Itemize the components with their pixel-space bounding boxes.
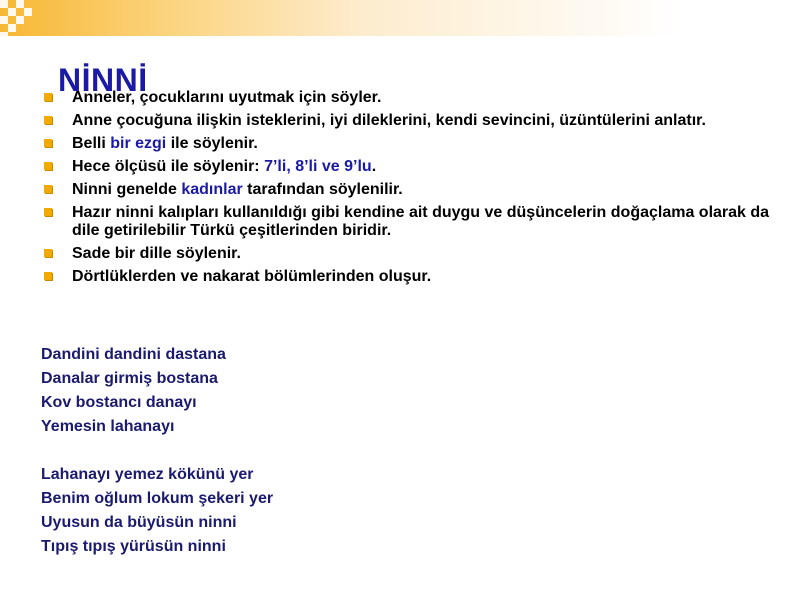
- poem-line: Benim oğlum lokum şekeri yer: [41, 490, 274, 507]
- poem-line: Uyusun da büyüsün ninni: [41, 514, 237, 531]
- square-bullet-icon: [44, 93, 52, 101]
- bullet-text: tarafından söylenilir.: [242, 181, 403, 198]
- poem-line: Kov bostancı danayı: [41, 394, 197, 411]
- poem: [41, 343, 273, 559]
- bullet-text: Anneler, çocuklarını uyutmak için söyler.: [72, 89, 382, 106]
- bullet-text: Hece ölçüsü ile söylenir:: [72, 158, 265, 175]
- header-band: [0, 0, 800, 36]
- corner-decoration: [0, 0, 60, 50]
- poem-line: Yemesin lahanayı: [41, 418, 175, 435]
- bullet-item: [42, 204, 782, 240]
- square-bullet-icon: [44, 272, 52, 280]
- highlighted-text: 7’li, 8’li ve 9’lu: [264, 158, 372, 175]
- poem-line: Lahanayı yemez kökünü yer: [41, 466, 254, 483]
- bullet-text: Belli: [72, 135, 111, 152]
- bullet-text: .: [371, 158, 377, 175]
- bullet-text: Dörtlüklerden ve nakarat bölümlerinden oluşur.: [72, 268, 432, 285]
- bullet-text: Sade bir dille söylenir.: [72, 245, 241, 262]
- bullet-text: ile söylenir.: [166, 135, 258, 152]
- bullet-text: Anne çocuğuna ilişkin isteklerini, iyi dileklerini, kendi sevincini, üzüntülerini anlatır.: [72, 112, 706, 129]
- bullet-list: [42, 89, 782, 291]
- stanza-gap: [41, 439, 273, 463]
- poem-line: Dandini dandini dastana: [41, 346, 226, 363]
- square-bullet-icon: [44, 162, 52, 170]
- bullet-item: [42, 112, 782, 130]
- bullet-item: [42, 89, 782, 107]
- highlighted-text: bir ezgi: [110, 135, 167, 152]
- bullet-item: [42, 158, 782, 176]
- square-bullet-icon: [44, 139, 52, 147]
- square-bullet-icon: [44, 208, 52, 216]
- bullet-text: Hazır ninni kalıpları kullanıldığı gibi kendine ait duygu ve düşüncelerin doğaçlama olarak da dile getirilebilir Türkü çeşitlerinden biridir.: [72, 204, 770, 239]
- square-bullet-icon: [44, 185, 52, 193]
- bullet-item: [42, 268, 782, 286]
- square-bullet-icon: [44, 116, 52, 124]
- poem-line: Danalar girmiş bostana: [41, 370, 218, 387]
- bullet-item: [42, 135, 782, 153]
- bullet-text: Ninni genelde: [72, 181, 182, 198]
- bullet-item: [42, 245, 782, 263]
- square-bullet-icon: [44, 249, 52, 257]
- poem-line: Tıpış tıpış yürüsün ninni: [41, 538, 226, 555]
- slide-title: NİNNİ: [58, 62, 148, 99]
- highlighted-text: kadınlar: [181, 181, 243, 198]
- bullet-item: [42, 181, 782, 199]
